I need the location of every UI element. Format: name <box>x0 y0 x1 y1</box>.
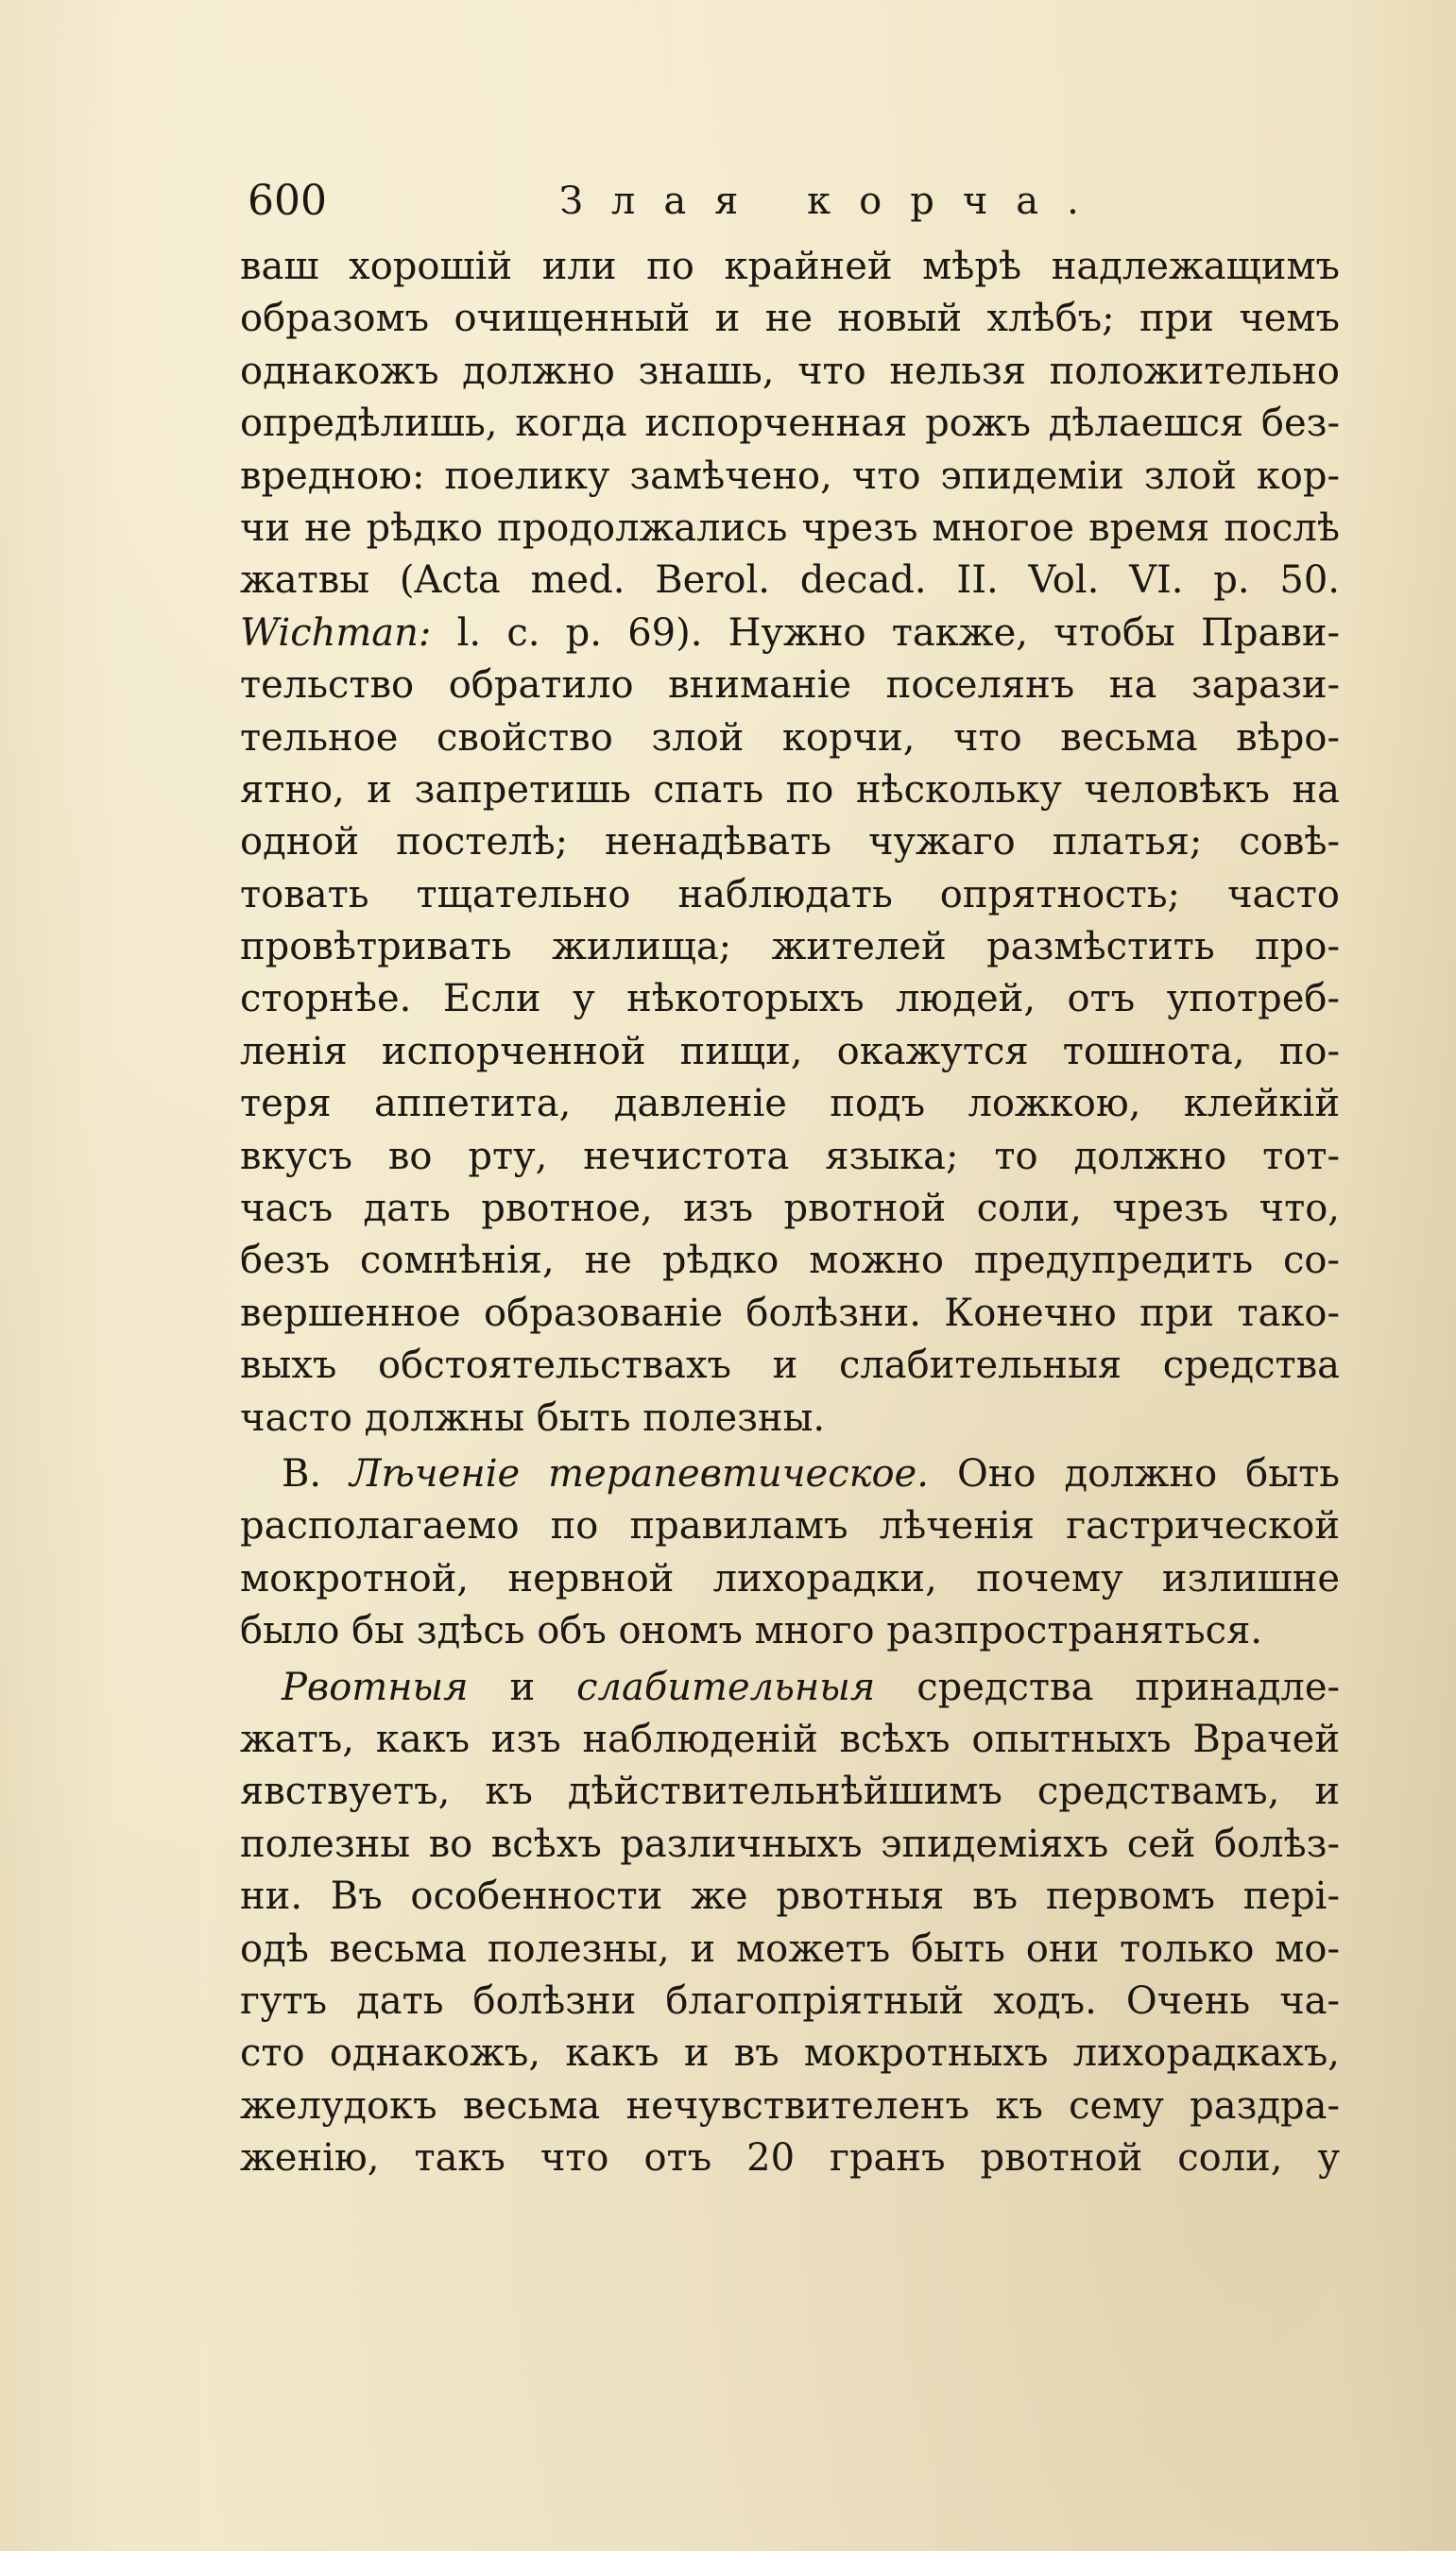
text-line: чи не рѣдко продолжались чрезъ многое время послѣ <box>240 505 1340 550</box>
citation-author: Wichman: <box>240 610 432 655</box>
text-fragment: l. c. p. 69). Нужно также, чтобы Прави- <box>456 610 1340 655</box>
paragraph-prevention <box>240 241 1340 1445</box>
section-letter: В. <box>282 1451 322 1496</box>
text-line: часто должны быть полезны. <box>240 1395 826 1440</box>
text-line: одной постелѣ; ненадѣвать чужаго платья; совѣ- <box>240 820 1340 865</box>
text-line: ятно, и запретишь спать по нѣскольку человѣкъ на <box>240 767 1340 812</box>
text-line <box>240 1448 1340 1500</box>
text-line: провѣтривать жилища; жителей размѣстить про- <box>240 925 1340 969</box>
text-line <box>240 1662 1340 1714</box>
text-fragment: средства принадле- <box>916 1665 1340 1709</box>
page-number: 600 <box>248 177 327 225</box>
text-line <box>240 608 1340 659</box>
body-text <box>240 241 1340 2184</box>
text-line: ни. Въ особенности же рвотныя въ первомъ пері- <box>240 1875 1340 1919</box>
text-line: сторнѣе. Если у нѣкоторыхъ людей, отъ употреб- <box>240 977 1340 1021</box>
text-line: опредѣлишь, когда испорченная рожъ дѣлаешся без- <box>240 402 1340 446</box>
text-line: выхъ обстоятельствахъ и слабительныя средства <box>240 1344 1340 1388</box>
page-header <box>248 168 1340 234</box>
text-line: было бы здѣсь объ ономъ много разпространяться. <box>240 1609 1263 1653</box>
paragraph-therapeutic-treatment <box>240 1448 1340 1658</box>
text-line: товать тщательно наблюдать опрятность; часто <box>240 872 1340 916</box>
text-line: однакожъ должно знашь, что нельзя положительно <box>240 349 1340 393</box>
text-line: вкусъ во рту, нечистота языка; то должно тот- <box>240 1134 1340 1178</box>
text-line: женію, такъ что отъ 20 гранъ рвотной соли, у <box>240 2136 1340 2181</box>
section-heading: Лѣченіе терапевтическое. <box>350 1451 929 1496</box>
text-line: располагаемо по правиламъ лѣченія гастрической <box>240 1504 1340 1549</box>
text-line: теря аппетита, давленіе подъ ложкою, клейкій <box>240 1082 1340 1126</box>
text-line: безъ сомнѣнія, не рѣдко можно предупредить со- <box>240 1239 1340 1283</box>
text-line: образомъ очищенный и не новый хлѣбъ; при чемъ <box>240 297 1340 341</box>
text-line: желудокъ весьма нечувствителенъ къ сему раздра- <box>240 2083 1340 2128</box>
text-line: полезны во всѣхъ различныхъ эпидеміяхъ сей болѣз- <box>240 1822 1340 1866</box>
text-line: жатвы (Acta med. Berol. decad. II. Vol. VI. p. 50. <box>240 558 1340 603</box>
text-line: явствуетъ, къ дѣйствительнѣйшимъ средствамъ, и <box>240 1770 1340 1814</box>
text-line: жатъ, какъ изъ наблюденій всѣхъ опытныхъ Врачей <box>240 1717 1340 1761</box>
text-line: гутъ дать болѣзни благопріятный ходъ. Очень ча- <box>240 1978 1340 2023</box>
text-fragment: и <box>509 1665 536 1709</box>
italic-term: Рвотныя <box>282 1665 469 1709</box>
text-fragment: Оно должно быть <box>956 1451 1340 1496</box>
text-line: ваш хорошій или по крайней мѣрѣ надлежащимъ <box>240 245 1340 288</box>
text-line: вредною: поелику замѣчено, что эпидеміи злой кор- <box>240 454 1340 498</box>
text-line: часъ дать рвотное, изъ рвотной соли, чрезъ что, <box>240 1187 1340 1231</box>
text-line: одѣ весьма полезны, и можетъ быть они только мо- <box>240 1926 1340 1971</box>
text-line: тельное свойство злой корчи, что весьма вѣро- <box>240 715 1340 760</box>
paragraph-emetics-laxatives <box>240 1662 1340 2185</box>
text-line: мокротной, нервной лихорадки, почему излишне <box>240 1556 1340 1601</box>
text-line: тельство обратило вниманіе поселянъ на зарази- <box>240 663 1340 708</box>
running-title: Злая корча. <box>559 180 1107 223</box>
text-line: ленія испорченной пищи, окажутся тошнота, по- <box>240 1029 1340 1073</box>
text-line: сто однакожъ, какъ и въ мокротныхъ лихорадкахъ, <box>240 2031 1340 2076</box>
italic-term: слабительныя <box>576 1665 876 1709</box>
text-line: вершенное образованіе болѣзни. Конечно при тако- <box>240 1291 1340 1335</box>
